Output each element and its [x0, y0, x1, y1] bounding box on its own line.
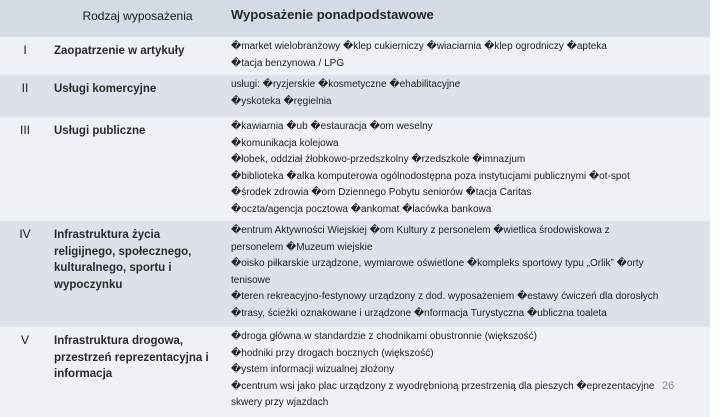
item-line: �centrum wsi jako plac urządzony z wyodrębnioną przestrzenią dla pieszych �eprezentacyjne — [231, 380, 655, 392]
item-line: �łobek, oddział żłobkowo-przedszkolny �rzedszkole �imnazjum — [231, 154, 526, 165]
item-line: �trasy, ścieżki oznakowane i urządzone �nformacja Turystyczna �ubliczna toaleta — [231, 307, 607, 319]
item-line: personelem �Muzeum wiejskie — [231, 241, 373, 253]
item-line: �kawiarnia �ub �estauracja �om weselny — [231, 121, 433, 132]
row-items — [225, 37, 710, 75]
table-row — [0, 37, 710, 75]
row-number: I — [0, 37, 50, 75]
item-line: �teren rekreacyjno-festynowy urządzony z dod. wyposażeniem �estawy ćwiczeń dla dorosłych — [231, 291, 659, 302]
item-line: skwery przy wjazdach — [231, 397, 329, 408]
row-number: IV — [0, 221, 50, 327]
header-category: Rodzaj wyposażenia — [50, 0, 225, 37]
item-line: �ystem informacji wizualnej złożony — [231, 364, 395, 375]
row-items — [225, 221, 710, 327]
item-line: �środek zdrowia �om Dziennego Pobytu seniorów �tacja Caritas — [231, 187, 532, 198]
item-line: �market wielobranżowy �klep cukierniczy �wiaciarnia �klep ogrodniczy �apteka — [231, 41, 607, 52]
row-category: Infrastruktura drogowa, przestrzeń reprezentacyjna i informacja — [50, 327, 225, 417]
row-items — [225, 117, 710, 221]
item-line: tenisowe — [231, 274, 271, 286]
page-number: 26 — [662, 380, 675, 392]
item-line: �hodniki przy drogach bocznych (większość) — [231, 347, 434, 359]
row-category: Usługi publiczne — [50, 117, 225, 221]
row-items — [225, 327, 710, 417]
row-number: II — [0, 75, 50, 117]
table-row — [0, 327, 710, 417]
item-line: �biblioteka �alka komputerowa ogólnodostępna poza instytucjami publicznymi �ot-spot — [231, 170, 630, 182]
item-line: �yskoteka �ręgielnia — [231, 95, 332, 107]
table-row — [0, 221, 710, 327]
item-line: �droga główna w standardzie z chodnikami obustronnie (większość) — [231, 331, 537, 342]
item-line: usługi: �ryzjerskie �kosmetyczne �ehabilitacyjne — [231, 79, 461, 90]
row-number: III — [0, 117, 50, 221]
row-items — [225, 75, 710, 117]
row-category: Usługi komercyjne — [50, 75, 225, 117]
item-line: �oczta/agencja pocztowa �ankomat �lacówka bankowa — [231, 203, 492, 215]
header-num-cell — [0, 0, 50, 37]
header-equipment: Wyposażenie ponadpodstawowe — [225, 0, 710, 37]
row-category: Zaopatrzenie w artykuły — [50, 37, 225, 75]
table-row — [0, 117, 710, 221]
item-line: �komunikacja kolejowa — [231, 137, 339, 149]
table-header-row — [0, 0, 710, 37]
item-line: �oisko piłkarskie urządzone, wymiarowe oświetlone �kompleks sportowy typu „Orlik” �orty — [231, 258, 644, 269]
item-line: �entrum Aktywności Wiejskiej �om Kultury z personelem �wietlica środowiskowa z — [231, 225, 610, 236]
table-row — [0, 75, 710, 117]
row-category: Infrastruktura życia religijnego, społecznego, kulturalnego, sportu i wypoczynku — [50, 221, 225, 327]
item-line: �tacja benzynowa / LPG — [231, 57, 345, 69]
row-number: V — [0, 327, 50, 417]
